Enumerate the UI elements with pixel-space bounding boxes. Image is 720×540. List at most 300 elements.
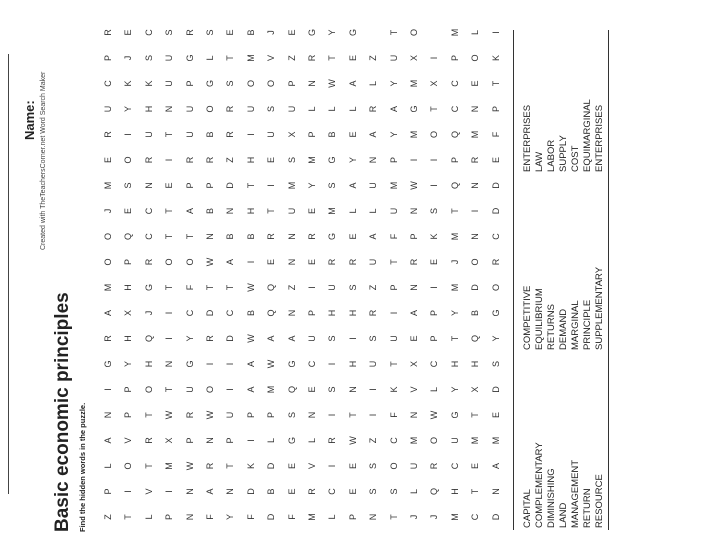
word-list-bottom-rule: [608, 30, 609, 530]
grid-letter: N: [307, 80, 317, 87]
word-list-item: SUPPLEMENTARY: [594, 266, 605, 350]
grid-letter: A: [409, 310, 419, 317]
grid-letter: P: [449, 157, 460, 164]
page-title: Basic economic principles: [52, 292, 73, 532]
grid-letter: N: [225, 488, 236, 495]
grid-letter: O: [470, 258, 481, 266]
grid-letter: P: [449, 55, 460, 62]
grid-letter: I: [429, 158, 440, 162]
instruction-text: Find the hidden words in the puzzle.: [78, 402, 87, 532]
grid-letter: N: [490, 488, 501, 495]
grid-letter: E: [347, 463, 358, 470]
grid-letter: T: [266, 208, 277, 214]
grid-letter: I: [123, 490, 134, 493]
grid-letter: P: [103, 488, 113, 495]
grid-letter: R: [103, 29, 113, 36]
word-list-item: MANAGEMENT: [570, 459, 581, 528]
grid-letter: G: [286, 437, 297, 445]
grid-letter: A: [245, 386, 256, 393]
grid-letter: E: [470, 80, 481, 87]
grid-letter: B: [245, 310, 256, 317]
grid-letter: T: [327, 55, 338, 61]
grid-letter: R: [103, 335, 113, 342]
grid-letter: D: [266, 462, 277, 470]
grid-letter: H: [347, 360, 358, 368]
grid-letter: I: [409, 158, 419, 162]
grid-letter: T: [184, 233, 195, 240]
grid-letter: Y: [449, 386, 460, 393]
grid-letter: U: [245, 105, 256, 113]
grid-letter: Y: [225, 514, 236, 521]
grid-letter: E: [470, 463, 481, 470]
grid-letter: A: [266, 335, 277, 342]
grid-letter: E: [490, 157, 501, 164]
grid-letter: C: [143, 29, 154, 36]
grid-letter: Q: [266, 284, 277, 292]
grid-letter: E: [103, 157, 113, 164]
grid-letter: C: [449, 105, 460, 113]
grid-letter: R: [347, 258, 358, 266]
grid-letter: G: [286, 360, 297, 368]
word-list-item: CAPITAL: [522, 489, 533, 528]
grid-letter: O: [205, 105, 215, 113]
grid-letter: N: [164, 360, 175, 368]
grid-letter: U: [286, 105, 297, 113]
grid-letter: B: [470, 310, 481, 317]
grid-letter: L: [205, 55, 215, 61]
grid-letter: R: [225, 131, 236, 138]
grid-letter: A: [225, 259, 236, 266]
grid-letter: P: [164, 514, 175, 521]
grid-letter: I: [225, 362, 236, 366]
word-list-item: RETURN: [582, 488, 593, 528]
grid-letter: X: [123, 310, 134, 317]
grid-letter: R: [184, 156, 195, 164]
grid-letter: T: [123, 514, 134, 520]
grid-letter: V: [123, 437, 134, 444]
grid-letter: L: [347, 208, 358, 214]
grid-letter: W: [245, 283, 256, 292]
grid-letter: S: [327, 335, 338, 342]
grid-letter: N: [205, 233, 215, 240]
grid-letter: Y: [123, 106, 134, 113]
grid-letter: N: [470, 182, 481, 189]
grid-letter: D: [245, 488, 256, 495]
grid-letter: N: [225, 207, 236, 215]
grid-letter: T: [470, 488, 481, 495]
grid-letter: L: [307, 106, 317, 112]
grid-letter: M: [286, 181, 297, 190]
grid-letter: T: [245, 182, 256, 189]
grid-letter: W: [347, 436, 358, 445]
grid-letter: F: [388, 233, 399, 240]
grid-letter: C: [470, 513, 481, 521]
grid-letter: R: [490, 258, 501, 266]
grid-letter: P: [409, 233, 419, 240]
grid-letter: G: [327, 156, 338, 164]
name-label: Name:: [22, 100, 37, 140]
word-list-item: COMPLEMENTARY: [534, 442, 545, 528]
word-list-item: DEMAND: [558, 308, 569, 350]
grid-letter: N: [205, 437, 215, 444]
grid-letter: M: [409, 79, 419, 88]
word-list-item: COST: [570, 145, 581, 172]
word-list-item: MARGINAL: [570, 300, 581, 350]
grid-letter: R: [143, 156, 154, 164]
grid-letter: A: [388, 106, 399, 113]
grid-letter: N: [368, 513, 379, 521]
grid-letter: J: [409, 514, 419, 520]
grid-letter: O: [429, 131, 440, 139]
word-list-item: LABOR: [546, 139, 557, 172]
grid-letter: S: [123, 182, 134, 189]
grid-letter: N: [286, 309, 297, 317]
grid-letter: R: [368, 105, 379, 113]
grid-letter: P: [225, 437, 236, 444]
grid-letter: U: [368, 258, 379, 266]
grid-letter: N: [307, 411, 317, 419]
grid-letter: C: [143, 207, 154, 215]
grid-letter: O: [429, 437, 440, 445]
grid-letter: G: [184, 360, 195, 368]
grid-letter: P: [123, 259, 134, 266]
grid-letter: Z: [368, 437, 379, 444]
grid-letter: S: [368, 335, 379, 342]
grid-letter: D: [490, 182, 501, 189]
grid-letter: L: [307, 438, 317, 444]
grid-letter: Q: [266, 309, 277, 317]
grid-letter: N: [347, 386, 358, 393]
grid-letter: F: [490, 131, 501, 138]
grid-letter: W: [205, 257, 215, 267]
grid-letter: A: [347, 182, 358, 189]
grid-letter: R: [307, 54, 317, 62]
grid-letter: L: [347, 106, 358, 112]
grid-letter: Q: [429, 488, 440, 496]
grid-letter: T: [449, 208, 460, 214]
grid-letter: L: [143, 514, 154, 520]
grid-letter: U: [327, 284, 338, 291]
grid-letter: E: [266, 157, 277, 164]
grid-letter: I: [327, 413, 338, 417]
grid-letter: G: [490, 309, 501, 317]
grid-letter: P: [245, 412, 256, 419]
grid-letter: R: [205, 462, 215, 470]
grid-letter: E: [286, 488, 297, 495]
grid-letter: Q: [123, 233, 134, 241]
grid-letter: X: [470, 386, 481, 393]
grid-letter: D: [470, 284, 481, 291]
grid-letter: U: [388, 335, 399, 342]
grid-letter: T: [205, 284, 215, 291]
grid-letter: D: [490, 513, 501, 521]
grid-letter: O: [103, 258, 113, 266]
grid-letter: R: [368, 309, 379, 317]
grid-letter: G: [347, 29, 358, 37]
grid-letter: T: [164, 386, 175, 393]
grid-letter: T: [449, 335, 460, 342]
grid-letter: I: [429, 286, 440, 289]
grid-letter: A: [347, 80, 358, 87]
grid-letter: I: [225, 388, 236, 391]
grid-letter: F: [286, 514, 297, 520]
grid-letter: P: [123, 412, 134, 419]
grid-letter: H: [449, 488, 460, 495]
grid-letter: Z: [286, 284, 297, 291]
grid-letter: R: [205, 335, 215, 342]
grid-letter: F: [388, 412, 399, 418]
grid-letter: U: [184, 386, 195, 393]
grid-letter: H: [123, 284, 134, 291]
grid-letter: D: [205, 309, 215, 317]
grid-letter: M: [103, 283, 113, 292]
grid-letter: Z: [103, 514, 113, 520]
grid-letter: O: [245, 80, 256, 88]
grid-letter: M: [164, 462, 175, 470]
grid-letter: R: [103, 131, 113, 138]
grid-letter: E: [347, 488, 358, 495]
grid-letter: I: [429, 184, 440, 187]
grid-letter: M: [449, 283, 460, 292]
grid-letter: K: [245, 463, 256, 470]
grid-letter: N: [143, 182, 154, 189]
grid-letter: G: [409, 105, 419, 113]
grid-letter: I: [164, 158, 175, 162]
word-list-item: ENTERPRISES: [522, 104, 533, 172]
grid-letter: R: [205, 156, 215, 164]
grid-letter: M: [245, 54, 256, 62]
grid-letter: M: [490, 436, 501, 445]
grid-letter: X: [409, 55, 419, 62]
grid-letter: P: [266, 412, 277, 419]
grid-letter: A: [368, 233, 379, 240]
grid-letter: I: [388, 311, 399, 315]
grid-letter: O: [205, 386, 215, 394]
grid-letter: P: [307, 131, 317, 138]
grid-letter: R: [143, 437, 154, 444]
grid-letter: B: [327, 131, 338, 138]
grid-letter: U: [103, 105, 113, 113]
grid-letter: Q: [286, 386, 297, 394]
grid-letter: L: [429, 387, 440, 393]
grid-letter: W: [184, 461, 195, 471]
grid-letter: P: [388, 157, 399, 164]
grid-letter: R: [470, 156, 481, 164]
grid-letter: R: [327, 437, 338, 444]
grid-letter: E: [225, 29, 236, 36]
grid-letter: P: [429, 335, 440, 342]
word-list-item: EQUILIBRIUM: [534, 288, 545, 350]
grid-letter: K: [490, 55, 501, 62]
grid-letter: S: [164, 29, 175, 36]
grid-letter: O: [143, 386, 154, 394]
grid-letter: P: [103, 55, 113, 62]
grid-letter: E: [286, 463, 297, 470]
grid-letter: P: [388, 284, 399, 291]
grid-letter: V: [266, 55, 277, 62]
grid-letter: I: [327, 362, 338, 366]
grid-letter: Z: [368, 284, 379, 291]
grid-letter: M: [307, 156, 317, 164]
grid-letter: Y: [184, 335, 195, 342]
grid-letter: I: [368, 388, 379, 391]
grid-letter: L: [409, 489, 419, 495]
grid-letter: I: [470, 209, 481, 213]
grid-letter: U: [368, 360, 379, 368]
grid-letter: U: [225, 411, 236, 419]
grid-letter: I: [205, 362, 215, 366]
grid-letter: Y: [490, 335, 501, 342]
grid-letter: Z: [286, 55, 297, 61]
grid-letter: O: [266, 80, 277, 88]
grid-letter: H: [449, 360, 460, 368]
grid-letter: T: [164, 233, 175, 240]
grid-letter: I: [245, 133, 256, 136]
grid-letter: A: [245, 361, 256, 368]
grid-letter: I: [327, 464, 338, 468]
grid-letter: W: [164, 410, 175, 420]
word-list-top-rule: [513, 30, 514, 530]
grid-letter: B: [205, 208, 215, 215]
grid-letter: T: [388, 361, 399, 367]
word-list-item: LAND: [558, 502, 569, 528]
grid-letter: W: [266, 359, 277, 369]
grid-letter: T: [429, 106, 440, 112]
grid-letter: C: [327, 488, 338, 495]
grid-letter: S: [143, 55, 154, 62]
grid-letter: K: [388, 386, 399, 393]
grid-letter: M: [388, 181, 399, 190]
grid-letter: L: [368, 81, 379, 87]
grid-letter: C: [307, 360, 317, 368]
grid-letter: U: [286, 207, 297, 215]
grid-letter: X: [286, 131, 297, 138]
grid-letter: E: [409, 335, 419, 342]
grid-letter: T: [143, 463, 154, 469]
grid-letter: Y: [307, 182, 317, 189]
credit-line: Created with TheTeachersCorner.net Word Search Maker: [40, 71, 47, 250]
word-list-item: COMPETITIVE: [522, 285, 533, 350]
grid-letter: X: [429, 80, 440, 87]
grid-letter: U: [184, 105, 195, 113]
grid-letter: R: [307, 488, 317, 495]
grid-letter: T: [225, 284, 236, 291]
grid-letter: Y: [388, 80, 399, 87]
grid-letter: G: [205, 80, 215, 88]
grid-letter: R: [307, 233, 317, 240]
grid-letter: N: [470, 233, 481, 240]
grid-letter: O: [123, 156, 134, 164]
grid-letter: I: [368, 413, 379, 417]
grid-letter: S: [429, 208, 440, 215]
grid-letter: Y: [123, 361, 134, 368]
grid-letter: V: [409, 386, 419, 393]
grid-letter: U: [143, 131, 154, 138]
grid-letter: U: [449, 437, 460, 444]
grid-letter: S: [286, 412, 297, 419]
grid-letter: J: [429, 514, 440, 520]
grid-letter: R: [184, 411, 195, 419]
grid-letter: L: [327, 514, 338, 520]
grid-letter: N: [286, 233, 297, 240]
grid-letter: C: [103, 80, 113, 87]
grid-letter: F: [184, 284, 195, 291]
grid-letter: J: [123, 55, 134, 61]
grid-letter: U: [164, 80, 175, 87]
word-list-item: PRINCIPLE: [582, 299, 593, 350]
word-list-item: RETURNS: [546, 304, 557, 350]
grid-letter: W: [409, 181, 419, 190]
grid-letter: I: [245, 260, 256, 264]
grid-letter: T: [164, 284, 175, 291]
grid-letter: O: [409, 29, 419, 37]
grid-letter: M: [449, 513, 460, 521]
grid-letter: N: [164, 105, 175, 113]
grid-letter: H: [327, 309, 338, 317]
grid-letter: S: [286, 157, 297, 164]
grid-letter: S: [347, 284, 358, 291]
grid-letter: C: [225, 309, 236, 317]
grid-letter: N: [286, 258, 297, 266]
grid-letter: C: [429, 360, 440, 368]
grid-letter: T: [164, 131, 175, 138]
grid-letter: N: [184, 488, 195, 495]
grid-letter: O: [164, 258, 175, 266]
grid-letter: N: [409, 207, 419, 215]
grid-letter: S: [368, 488, 379, 495]
grid-letter: B: [245, 29, 256, 36]
grid-letter: I: [103, 388, 113, 391]
grid-letter: T: [225, 463, 236, 469]
grid-letter: I: [245, 439, 256, 442]
grid-letter: E: [123, 208, 134, 215]
grid-letter: O: [490, 284, 501, 292]
grid-letter: S: [490, 361, 501, 368]
grid-letter: V: [307, 463, 317, 470]
grid-letter: Y: [388, 131, 399, 138]
grid-letter: C: [490, 233, 501, 240]
grid-letter: Q: [449, 182, 460, 190]
grid-letter: U: [184, 131, 195, 138]
grid-letter: M: [307, 513, 317, 521]
word-list-item: RESOURCE: [594, 474, 605, 528]
grid-letter: H: [347, 309, 358, 317]
grid-letter: A: [103, 437, 113, 444]
grid-letter: P: [490, 106, 501, 113]
grid-letter: H: [123, 335, 134, 342]
grid-letter: S: [327, 182, 338, 189]
grid-letter: T: [388, 259, 399, 265]
grid-letter: Y: [449, 310, 460, 317]
grid-letter: N: [409, 284, 419, 291]
grid-letter: H: [143, 105, 154, 113]
grid-letter: C: [388, 437, 399, 444]
grid-letter: M: [449, 28, 460, 37]
grid-letter: T: [490, 80, 501, 87]
grid-letter: B: [266, 488, 277, 495]
grid-letter: I: [123, 133, 134, 136]
grid-letter: N: [184, 513, 195, 521]
grid-letter: L: [266, 438, 277, 444]
grid-letter: C: [143, 233, 154, 240]
grid-letter: D: [266, 513, 277, 521]
grid-letter: W: [429, 410, 440, 420]
grid-letter: M: [449, 232, 460, 241]
grid-letter: D: [490, 386, 501, 393]
grid-letter: L: [103, 463, 113, 469]
grid-letter: I: [164, 490, 175, 493]
grid-letter: J: [449, 259, 460, 265]
